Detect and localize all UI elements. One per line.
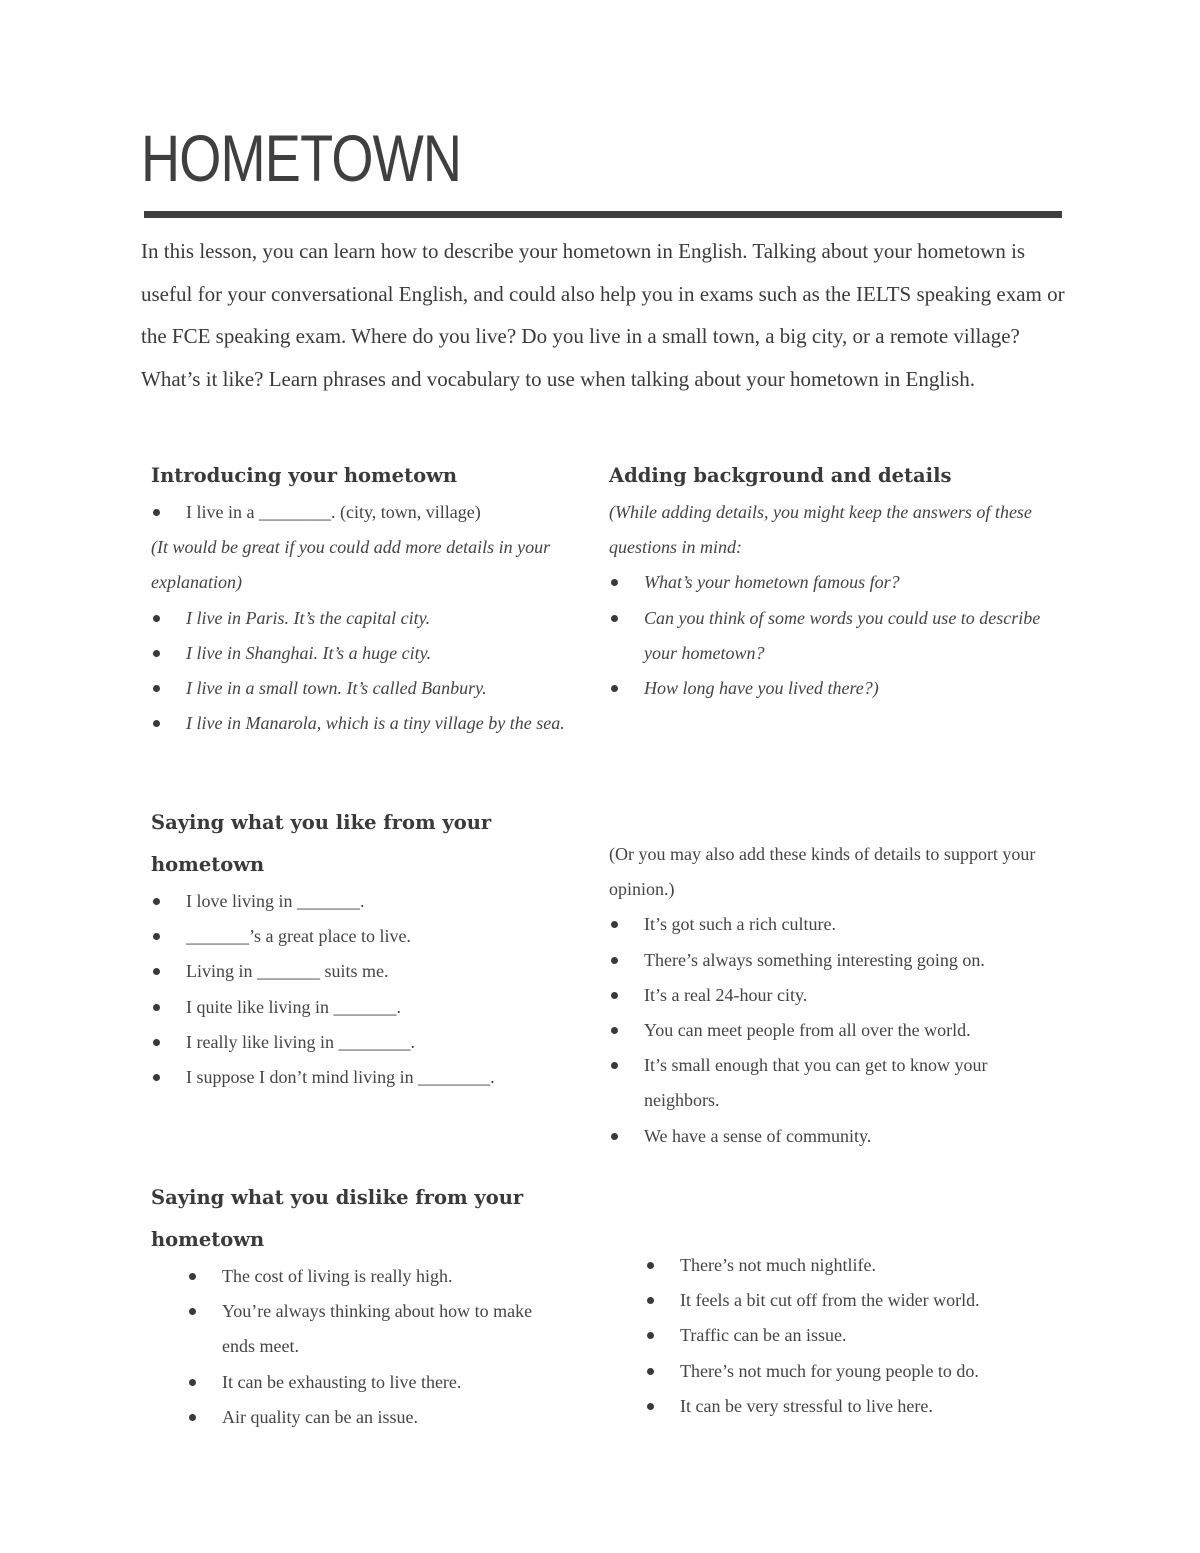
list-item: I live in a ________. (city, town, village) [151, 495, 601, 530]
likes-support-note: (Or you may also add these kinds of details to support your opinion.) [609, 844, 1036, 900]
list-item: There’s not much for young people to do. [645, 1354, 1055, 1389]
bullet-icon [153, 933, 160, 940]
bullet-icon [153, 1039, 160, 1046]
title-divider [144, 211, 1062, 218]
bullet-icon [647, 1368, 654, 1375]
introducing-note: (It would be great if you could add more details in your explanation) [151, 537, 551, 593]
bullet-icon [153, 720, 160, 727]
list-item: It’s a real 24-hour city. [609, 978, 1049, 1013]
likes-support-section [609, 837, 1049, 1154]
intro-paragraph: In this lesson, you can learn how to describe your hometown in English. Talking about your hometown is useful for your conversational English, and could also help you in exams such as the IELTS speaking exam or the FCE speaking exam. Where do you live? Do you live in a small town, a big city, or a remote village? What’s it like? Learn phrases and vocabulary to use when talking about your hometown in English. [141, 239, 1065, 391]
introducing-heading: Introducing your hometown [151, 464, 458, 487]
list-item: There’s always something interesting going on. [609, 943, 1049, 978]
introducing-section [151, 455, 601, 741]
list-item: It’s got such a rich culture. [609, 907, 1049, 942]
list-item: How long have you lived there?) [609, 671, 1049, 706]
bullet-icon [153, 968, 160, 975]
list-item: I live in a small town. It’s called Banbury. [151, 671, 601, 706]
bullet-icon [611, 1027, 618, 1034]
bullet-icon [189, 1379, 196, 1386]
bullet-icon [611, 579, 618, 586]
introducing-first-list [151, 495, 601, 530]
list-item: I really like living in ________. [151, 1025, 606, 1060]
bullet-icon [647, 1332, 654, 1339]
likes-support-list [609, 907, 1049, 1153]
bullet-icon [153, 1074, 160, 1081]
bullet-icon [611, 1133, 618, 1140]
list-item: Can you think of some words you could use to describe your hometown? [609, 601, 1049, 671]
list-item: It feels a bit cut off from the wider world. [645, 1283, 1055, 1318]
background-note: (While adding details, you might keep the answers of these questions in mind: [609, 502, 1032, 558]
bullet-icon [611, 992, 618, 999]
dislikes-list [187, 1259, 537, 1435]
list-item: I love living in _______. [151, 884, 606, 919]
list-item: Air quality can be an issue. [187, 1400, 537, 1435]
bullet-icon [153, 898, 160, 905]
list-item: Traffic can be an issue. [645, 1318, 1055, 1353]
page-title: HOMETOWN [141, 121, 462, 195]
background-heading: Adding background and details [609, 464, 952, 487]
background-section [609, 455, 1049, 706]
bullet-icon [611, 1062, 618, 1069]
list-item: I live in Shanghai. It’s a huge city. [151, 636, 601, 671]
bullet-icon [189, 1308, 196, 1315]
bullet-icon [189, 1273, 196, 1280]
list-item: What’s your hometown famous for? [609, 565, 1049, 600]
bullet-icon [611, 685, 618, 692]
bullet-icon [611, 957, 618, 964]
dislikes-heading: Saying what you dislike from your hometown [151, 1186, 524, 1251]
list-item: It can be very stressful to live here. [645, 1389, 1055, 1424]
list-item: Living in _______ suits me. [151, 954, 606, 989]
likes-list [151, 884, 606, 1095]
likes-heading: Saying what you like from your hometown [151, 811, 492, 876]
list-item: The cost of living is really high. [187, 1259, 537, 1294]
bullet-icon [153, 650, 160, 657]
list-item: It’s small enough that you can get to know your neighbors. [609, 1048, 1049, 1118]
likes-section [151, 802, 606, 1095]
list-item: _______’s a great place to live. [151, 919, 606, 954]
bullet-icon [153, 615, 160, 622]
dislikes-more-section [645, 1248, 1055, 1424]
bullet-icon [611, 615, 618, 622]
list-item: There’s not much nightlife. [645, 1248, 1055, 1283]
bullet-icon [153, 685, 160, 692]
list-item: I live in Paris. It’s the capital city. [151, 601, 601, 636]
bullet-icon [611, 921, 618, 928]
introducing-examples-list [151, 601, 601, 742]
bullet-icon [153, 509, 160, 516]
list-item: We have a sense of community. [609, 1119, 1049, 1154]
dislikes-more-list [645, 1248, 1055, 1424]
bullet-icon [189, 1414, 196, 1421]
list-item: You can meet people from all over the world. [609, 1013, 1049, 1048]
bullet-icon [647, 1297, 654, 1304]
list-item: You’re always thinking about how to make ends meet. [187, 1294, 537, 1364]
bullet-icon [647, 1403, 654, 1410]
list-item: It can be exhausting to live there. [187, 1365, 537, 1400]
dislikes-section [151, 1177, 571, 1435]
list-item: I live in Manarola, which is a tiny village by the sea. [151, 706, 601, 741]
bullet-icon [647, 1262, 654, 1269]
list-item: I quite like living in _______. [151, 990, 606, 1025]
list-item: I suppose I don’t mind living in ________. [151, 1060, 606, 1095]
bullet-icon [153, 1004, 160, 1011]
background-questions-list [609, 565, 1049, 706]
